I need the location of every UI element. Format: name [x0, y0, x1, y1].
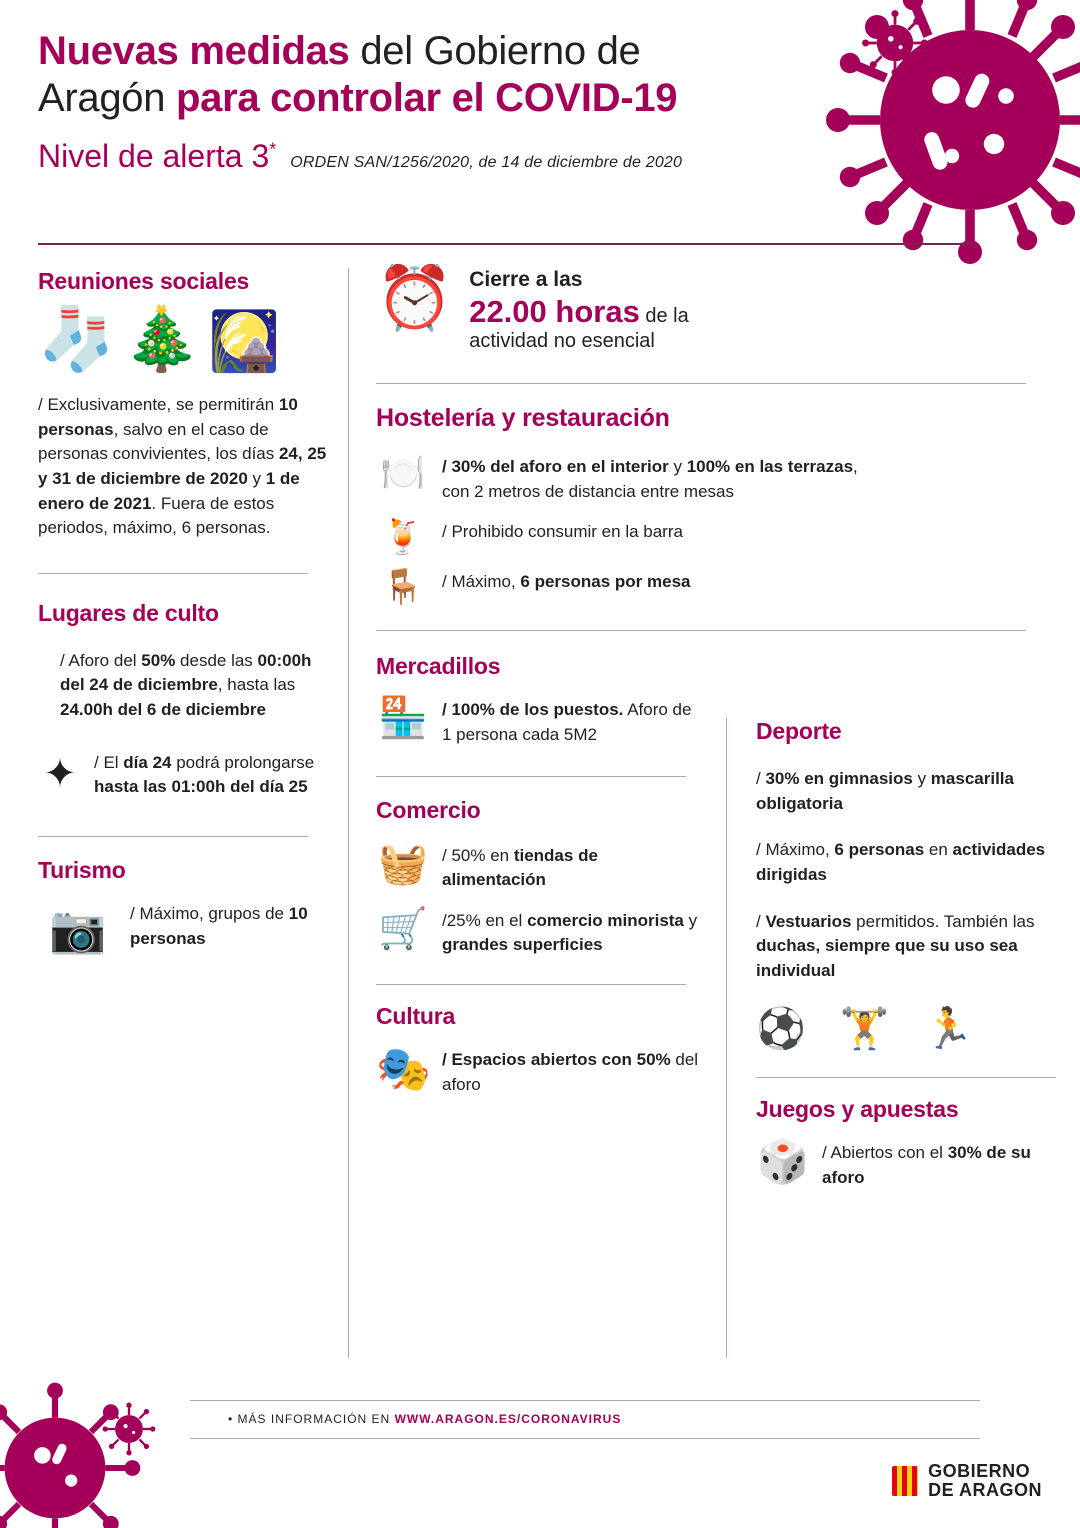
page-header	[38, 28, 938, 175]
food-dome-icon: 🍽️	[380, 452, 426, 493]
hosteleria-item-3-text	[442, 570, 690, 595]
title-highlight-2: para controlar el COVID-19	[176, 76, 678, 121]
market-stall-icon: 🏪	[378, 696, 428, 741]
dep1-b2: mascarilla obligatoria	[756, 769, 1014, 813]
culto-b2: 00:00h del 24 de diciembre	[60, 650, 312, 695]
reuniones-t4: . Fuera de estos periodos, máximo, 6 personas.	[38, 493, 275, 538]
dep2-b2: actividades dirigidas	[756, 840, 1046, 884]
christmas-tree-icon: 🎄	[123, 305, 201, 374]
dep3-b2: duchas, siempre que su uso sea individual	[756, 936, 1018, 980]
section-title-turismo: Turismo	[38, 857, 126, 884]
culto2-b2: hasta las 01:00h del día 25	[94, 777, 308, 797]
comercio-item-1	[376, 841, 706, 893]
juegos-text	[822, 1141, 1056, 1190]
section-title-mercadillos: Mercadillos	[376, 653, 501, 680]
turismo-row	[38, 902, 328, 957]
comercio-item-1-text	[442, 844, 706, 893]
gob-line-2: DE ARAGON	[928, 1479, 1042, 1500]
hosteleria-item-2-text: / Prohibido consumir en la barra	[442, 522, 683, 542]
com2-b1: comercio minorista	[527, 910, 684, 930]
star-sparkle-icon: ✦	[43, 751, 77, 796]
section-title-culto: Lugares de culto	[38, 599, 219, 626]
dep3-t1: /	[756, 911, 766, 931]
soccer-ball-icon: ⚽	[756, 1007, 806, 1052]
deporte-icons	[756, 1007, 1056, 1052]
section-title-comercio: Comercio	[376, 796, 481, 823]
header-divider	[38, 243, 976, 245]
culto-t3: , hasta las	[217, 675, 296, 695]
host3-t1: / Máximo,	[442, 572, 521, 592]
mid-divider-1	[376, 383, 1026, 384]
culto2-b1: día 24	[123, 752, 172, 772]
title-plain-2: Aragón	[38, 76, 176, 121]
culto-item-1	[38, 649, 328, 723]
mid-divider-4	[376, 984, 686, 985]
deporte-item-3	[756, 910, 1056, 984]
host1-b2: 100% en las terrazas	[686, 457, 854, 476]
turismo-t1: / Máximo, grupos de	[130, 904, 289, 924]
christmas-stocking-icon: 🧦	[38, 305, 116, 374]
right-divider-1	[756, 1077, 1056, 1078]
footer-info	[228, 1412, 621, 1426]
juegos-row	[756, 1138, 1056, 1190]
content-columns	[38, 264, 1046, 1368]
left-column	[38, 268, 328, 973]
theatre-masks-icon: 🎭	[376, 1045, 431, 1095]
alert-level	[38, 138, 276, 175]
cierre-line2	[469, 294, 706, 353]
page-title	[38, 28, 938, 122]
mercadillos-row	[376, 698, 696, 747]
hosteleria-items	[376, 452, 1036, 607]
cierre-rest: de la actividad no esencial	[469, 305, 689, 352]
cierre-line1: Cierre a las	[469, 268, 583, 291]
culto-b1: 50%	[141, 650, 176, 670]
footer-info-link[interactable]: WWW.ARAGON.ES/CORONAVIRUS	[394, 1412, 622, 1426]
alarm-clock-icon: ⏰	[376, 264, 454, 333]
christmas-bauble-icon: 🎑	[208, 309, 281, 374]
footer-divider-bottom	[190, 1438, 980, 1439]
jue-b1: 30% de su aforo	[822, 1143, 1031, 1188]
aragon-flag-icon	[892, 1466, 918, 1496]
host1-t1: y	[668, 457, 687, 476]
cult-b1: / Espacios abiertos con 50%	[442, 1050, 671, 1070]
gob-line-1: GOBIERNO	[928, 1461, 1031, 1481]
comercio-item-2-text	[442, 909, 706, 958]
weight-lifter-icon: 🏋️	[839, 1007, 890, 1052]
reuniones-t3: y	[247, 468, 266, 488]
gobierno-aragon-logo	[892, 1462, 1042, 1500]
dep3-t2: permitidos. También las	[851, 911, 1035, 931]
mercadillos-text	[442, 698, 696, 747]
mid-divider-2	[376, 630, 1026, 631]
section-title-hosteleria: Hostelería y restauración	[376, 404, 670, 432]
left-divider-2	[38, 836, 308, 837]
dep1-b1: 30% en gimnasios	[765, 769, 913, 788]
reuniones-t1: / Exclusivamente, se permitirán	[38, 395, 279, 414]
com2-b2: grandes superficies	[442, 935, 603, 955]
title-plain-1: del Gobierno de	[349, 29, 641, 73]
dep1-t1: /	[756, 769, 766, 788]
culto-item-2-row	[38, 751, 328, 800]
host1-t3: con 2 metros de distancia entre mesas	[442, 481, 734, 501]
gobierno-text	[928, 1462, 1042, 1500]
alert-level-asterisk: *	[269, 139, 277, 160]
reuniones-t2: , salvo en el caso de personas convivientes, los días	[38, 419, 279, 464]
column-divider-1	[348, 268, 349, 1358]
virus-small-icon-bottom	[100, 1400, 158, 1458]
subtitle-row	[38, 138, 938, 175]
turismo-b1: 10 personas	[130, 904, 308, 948]
alert-level-text: Nivel de alerta 3	[38, 138, 270, 175]
dep2-t1: / Máximo,	[756, 840, 835, 860]
turismo-text	[130, 902, 328, 951]
com1-b1: tiendas de alimentación	[442, 845, 598, 890]
dep2-b1: 6 personas	[834, 840, 925, 860]
cocktail-icon: 🍹	[381, 518, 425, 557]
com1-t1: / 50% en	[442, 845, 514, 865]
cierre-block	[376, 264, 706, 353]
footer-bullet: •	[228, 1412, 234, 1426]
cierre-hours: 22.00 horas	[469, 294, 640, 329]
comercio-item-2	[376, 906, 706, 958]
section-title-juegos: Juegos y apuestas	[756, 1096, 959, 1123]
runner-icon: 🏃	[923, 1007, 974, 1052]
section-title-reuniones: Reuniones sociales	[38, 268, 250, 294]
virus-icon-bottom	[0, 1378, 145, 1528]
host1-t2: ,	[853, 457, 858, 476]
culto-b3: 24.00h del 6 de diciembre	[60, 700, 266, 720]
merc-t1: Aforo de 1 persona cada 5M2	[442, 700, 692, 744]
hosteleria-item-1	[376, 452, 1036, 504]
dep1-t2: y	[912, 769, 931, 788]
host1-b1: / 30% del aforo en el interior	[442, 457, 669, 476]
com2-t2: y	[683, 910, 698, 930]
hosteleria-item-2	[376, 518, 1036, 557]
camera-icon: 📷	[49, 903, 107, 956]
order-reference: ORDEN SAN/1256/2020, de 14 de diciembre de 2020	[290, 154, 683, 172]
section-title-cultura: Cultura	[376, 1003, 456, 1030]
merc-b1: / 100% de los puestos.	[442, 700, 624, 720]
culto-item-2	[94, 751, 328, 800]
cierre-text	[469, 268, 706, 353]
jue-t1: / Abiertos con el	[822, 1143, 948, 1163]
hosteleria-item-3	[376, 568, 1036, 607]
com2-t1: /25% en el	[442, 910, 528, 930]
cult-t1: del aforo	[442, 1050, 699, 1094]
shopping-cart-icon: 🛒	[378, 906, 428, 951]
section-title-deporte: Deporte	[756, 718, 842, 744]
reuniones-text	[38, 393, 328, 541]
column-divider-2	[726, 718, 727, 1358]
reuniones-b1: 10 personas	[38, 395, 298, 439]
right-column	[756, 718, 1056, 1207]
deporte-item-1	[756, 767, 1056, 816]
reuniones-b2: 24, 25 y 31 de diciembre de 2020	[38, 444, 327, 488]
culto-t2: desde las	[175, 650, 258, 670]
footer-info-pre: MÁS INFORMACIÓN EN	[237, 1412, 395, 1426]
mid-divider-3	[376, 776, 686, 777]
left-divider-1	[38, 573, 308, 574]
dep3-b1: Vestuarios	[765, 911, 852, 931]
title-highlight-1: Nuevas medidas	[38, 29, 350, 73]
culto2-t1: / El	[94, 752, 124, 772]
culto2-t2: podrá prolongarse	[171, 752, 315, 772]
grocery-basket-icon: 🧺	[378, 841, 428, 886]
hosteleria-item-1-text	[442, 455, 858, 504]
dep2-t2: en	[924, 840, 953, 860]
cultura-row	[376, 1045, 706, 1097]
footer-divider-top	[190, 1400, 980, 1401]
reuniones-b3: 1 de enero de 2021	[38, 468, 300, 513]
deporte-item-2	[756, 838, 1056, 887]
cultura-text	[442, 1048, 706, 1097]
culto-t1: / Aforo del	[60, 650, 142, 670]
table-chairs-icon: 🪑	[381, 568, 425, 607]
reuniones-icons	[38, 305, 328, 374]
dice-icon: 🎲	[756, 1138, 810, 1186]
host3-b1: 6 personas por mesa	[520, 572, 691, 592]
